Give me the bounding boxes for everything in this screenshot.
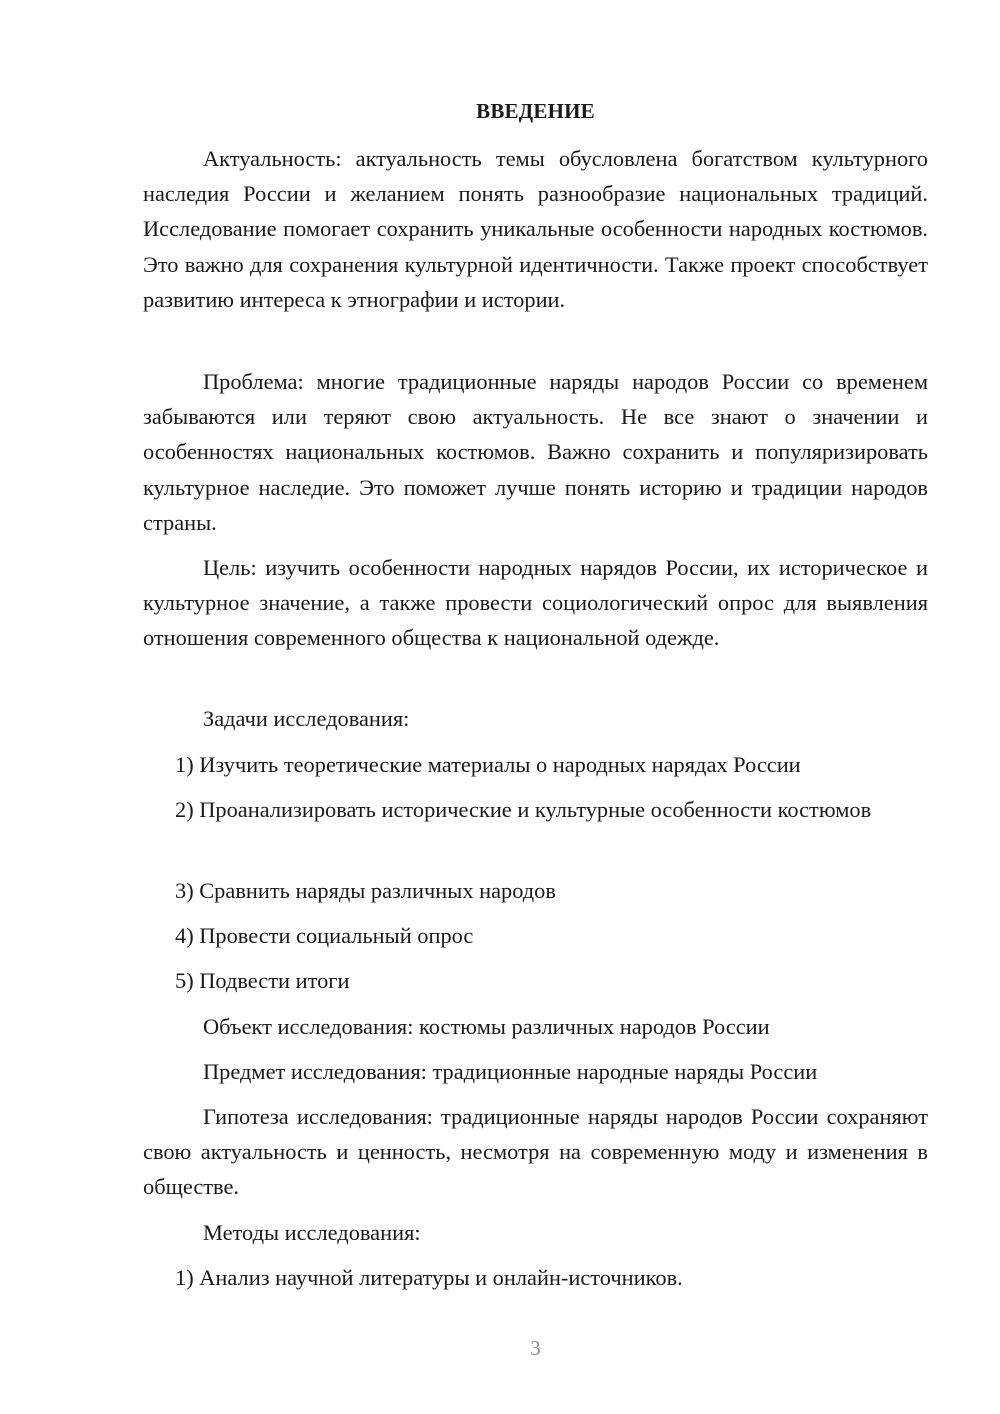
page-number: 3 — [530, 1336, 541, 1360]
methods-title: Методы исследования: — [203, 1220, 421, 1245]
tasks-title: Задачи исследования: — [203, 706, 410, 731]
task-item-5: 5) Подвести итоги — [175, 968, 350, 993]
paragraph-goal: Цель: изучить особенности народных нарядов России, их историческое и культурное значение, а также провести социологический опрос для выявления отношения современного общества к национальной одежде. — [143, 555, 928, 651]
task-item-4: 4) Провести социальный опрос — [175, 923, 474, 948]
method-item-1: 1) Анализ научной литературы и онлайн-источников. — [175, 1265, 683, 1290]
paragraph-problem: Проблема: многие традиционные наряды народов России со временем забываются или теряют свою актуальность. Не все знают о значении и особенностях национальных костюмов. Важно сохранить и популяризировать культурное наследие. Это поможет лучше понять историю и традиции народов страны. — [143, 369, 928, 535]
paragraph-hypothesis: Гипотеза исследования: традиционные наряды народов России сохраняют свою актуальность и ценность, несмотря на современную моду и изменения в обществе. — [143, 1104, 928, 1200]
section-heading: ВВЕДЕНИЕ — [476, 99, 595, 123]
document-page — [143, 0, 928, 1414]
task-item-2: 2) Проанализировать исторические и культурные особенности костюмов — [175, 797, 872, 822]
paragraph-subject: Предмет исследования: традиционные народные наряды России — [203, 1059, 818, 1084]
paragraph-relevance: Актуальность: актуальность темы обусловлена богатством культурного наследия России и желанием понять разнообразие национальных традиций. Исследование помогает сохранить уникальные особенности народных костюмов. Это важно для сохранения культурной идентичности. Также проект способствует развитию интереса к этнографии и истории. — [143, 146, 928, 312]
task-item-1: 1) Изучить теоретические материалы о народных нарядах России — [175, 752, 801, 777]
task-item-3: 3) Сравнить наряды различных народов — [175, 878, 556, 903]
paragraph-object: Объект исследования: костюмы различных народов России — [203, 1014, 770, 1039]
